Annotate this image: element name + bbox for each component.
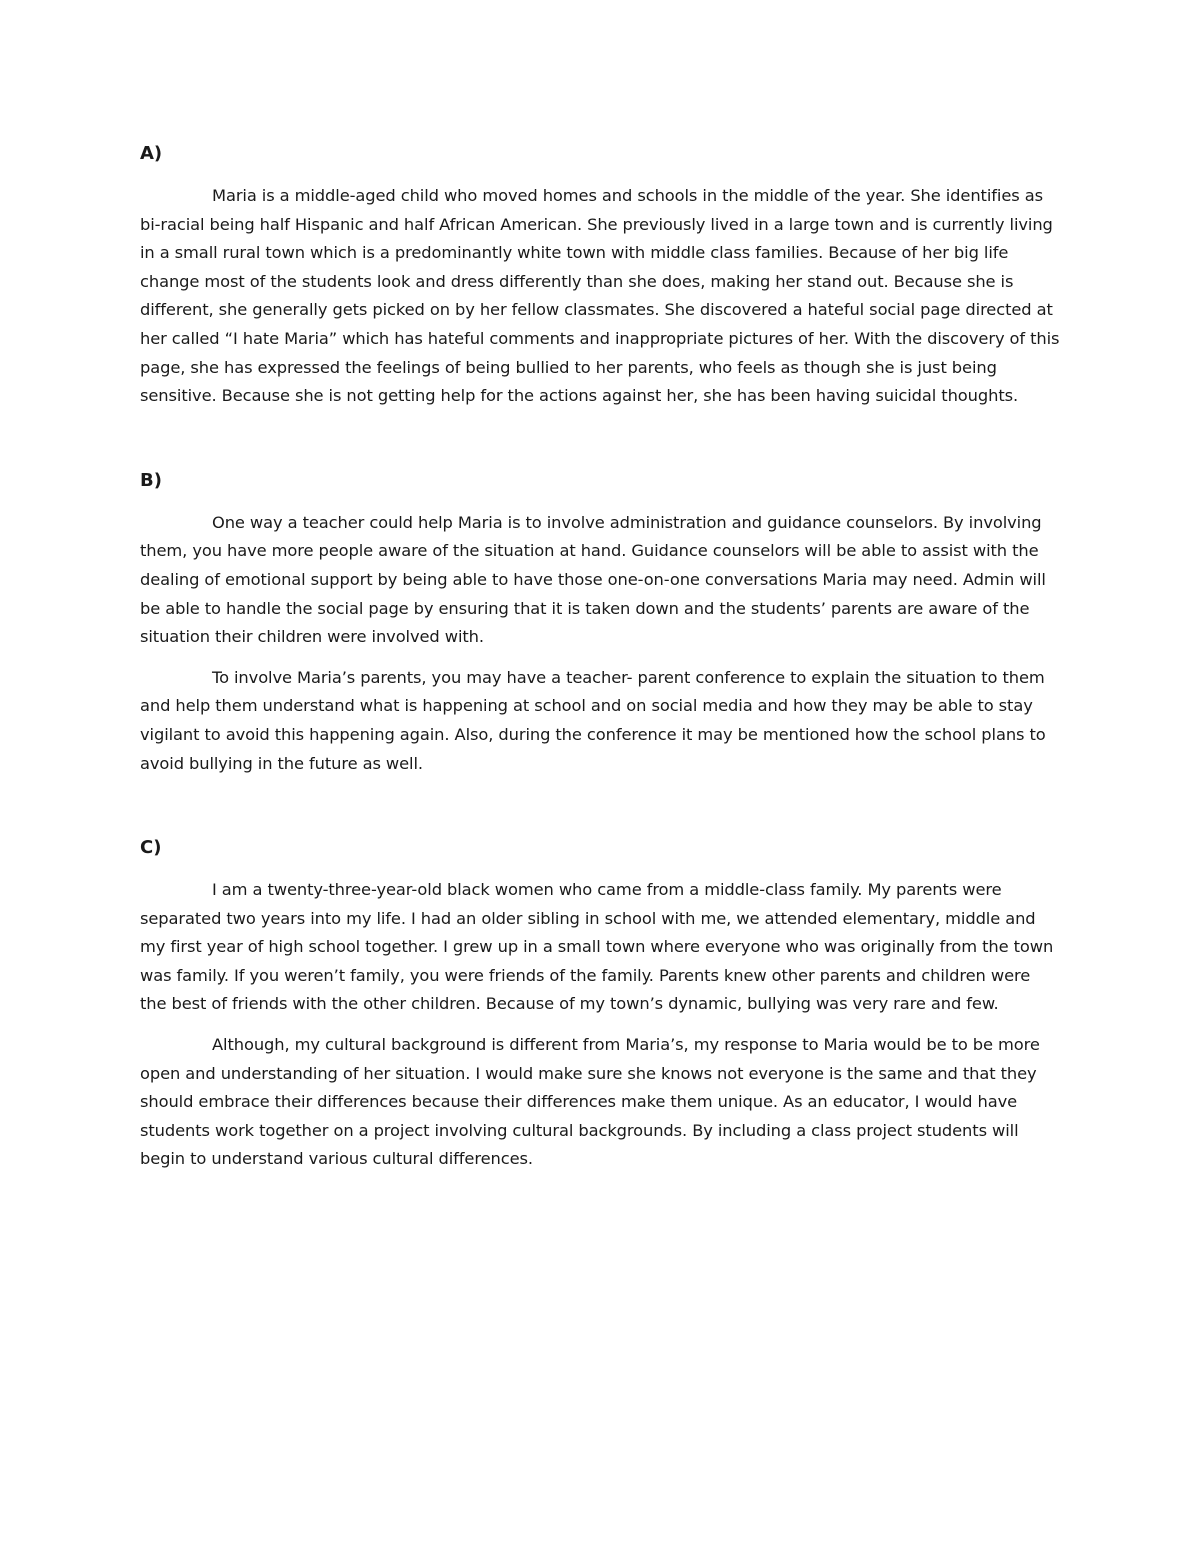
section-c-paragraph-1: I am a twenty-three-year-old black women who came from a middle-class family. My parents were separated two years into my life. I had an older sibling in school with me, we attended elementary, middle and my first year of high school together. I grew up in a small town where everyone who was originally from the town was family. If you weren’t family, you were friends of the family. Parents knew other parents and children were the best of friends with the other children. Because of my town’s dynamic, bullying was very rare and few. <box>140 880 1054 1014</box>
section-b-paragraph-1: One way a teacher could help Maria is to involve administration and guidance counselors. By involving them, you have more people aware of the situation at hand. Guidance counselors will be able to assist with the dealing of emotional support by being able to have those one-on-one conversations Maria may need. Admin will be able to handle the social page by ensuring that it is taken down and the students’ parents are aware of the situation their children were involved with. <box>140 512 1046 647</box>
section-c-heading: C) <box>140 837 162 859</box>
section-c-paragraph-2: Although, my cultural background is different from Maria’s, my response to Maria would be to be more open and understanding of her situation. I would make sure she knows not everyone is the same and that they should embrace their differences because their differences make them unique. As an educator, I would have students work together on a project involving cultural backgrounds. By including a class project students will begin to understand various cultural differences. <box>140 1035 1040 1169</box>
section-a-heading: A) <box>140 143 163 164</box>
section-spacer <box>140 423 1060 467</box>
section-spacer <box>140 790 1060 834</box>
section-a-paragraph-1: Maria is a middle-aged child who moved homes and schools in the middle of the year. She identifies as bi-racial being half Hispanic and half African American. She previously lived in a large town and is currently living in a small rural town which is a predominantly white town with middle class families. Because of her big life change most of the students look and dress differently than she does, making her stand out. Because she is different, she generally gets picked on by her fellow classmates. She discovered a hateful social page directed at her called “I hate Maria” which has hateful comments and inappropriate pictures of her. With the discovery of this page, she has expressed the feelings of being bullied to her parents, who feels as though she is just being sensitive. Because she is not getting help for the actions against her, she has been having suicidal thoughts. <box>140 186 1060 406</box>
document-body <box>140 140 1060 1186</box>
section-b-paragraph-2: To involve Maria’s parents, you may have a teacher- parent conference to explain the situation to them and help them understand what is happening at school and on social media and how they may be able to stay vigilant to avoid this happening again. Also, during the conference it may be mentioned how the school plans to avoid bullying in the future as well. <box>140 667 1046 773</box>
section-b-heading: B) <box>140 469 162 491</box>
